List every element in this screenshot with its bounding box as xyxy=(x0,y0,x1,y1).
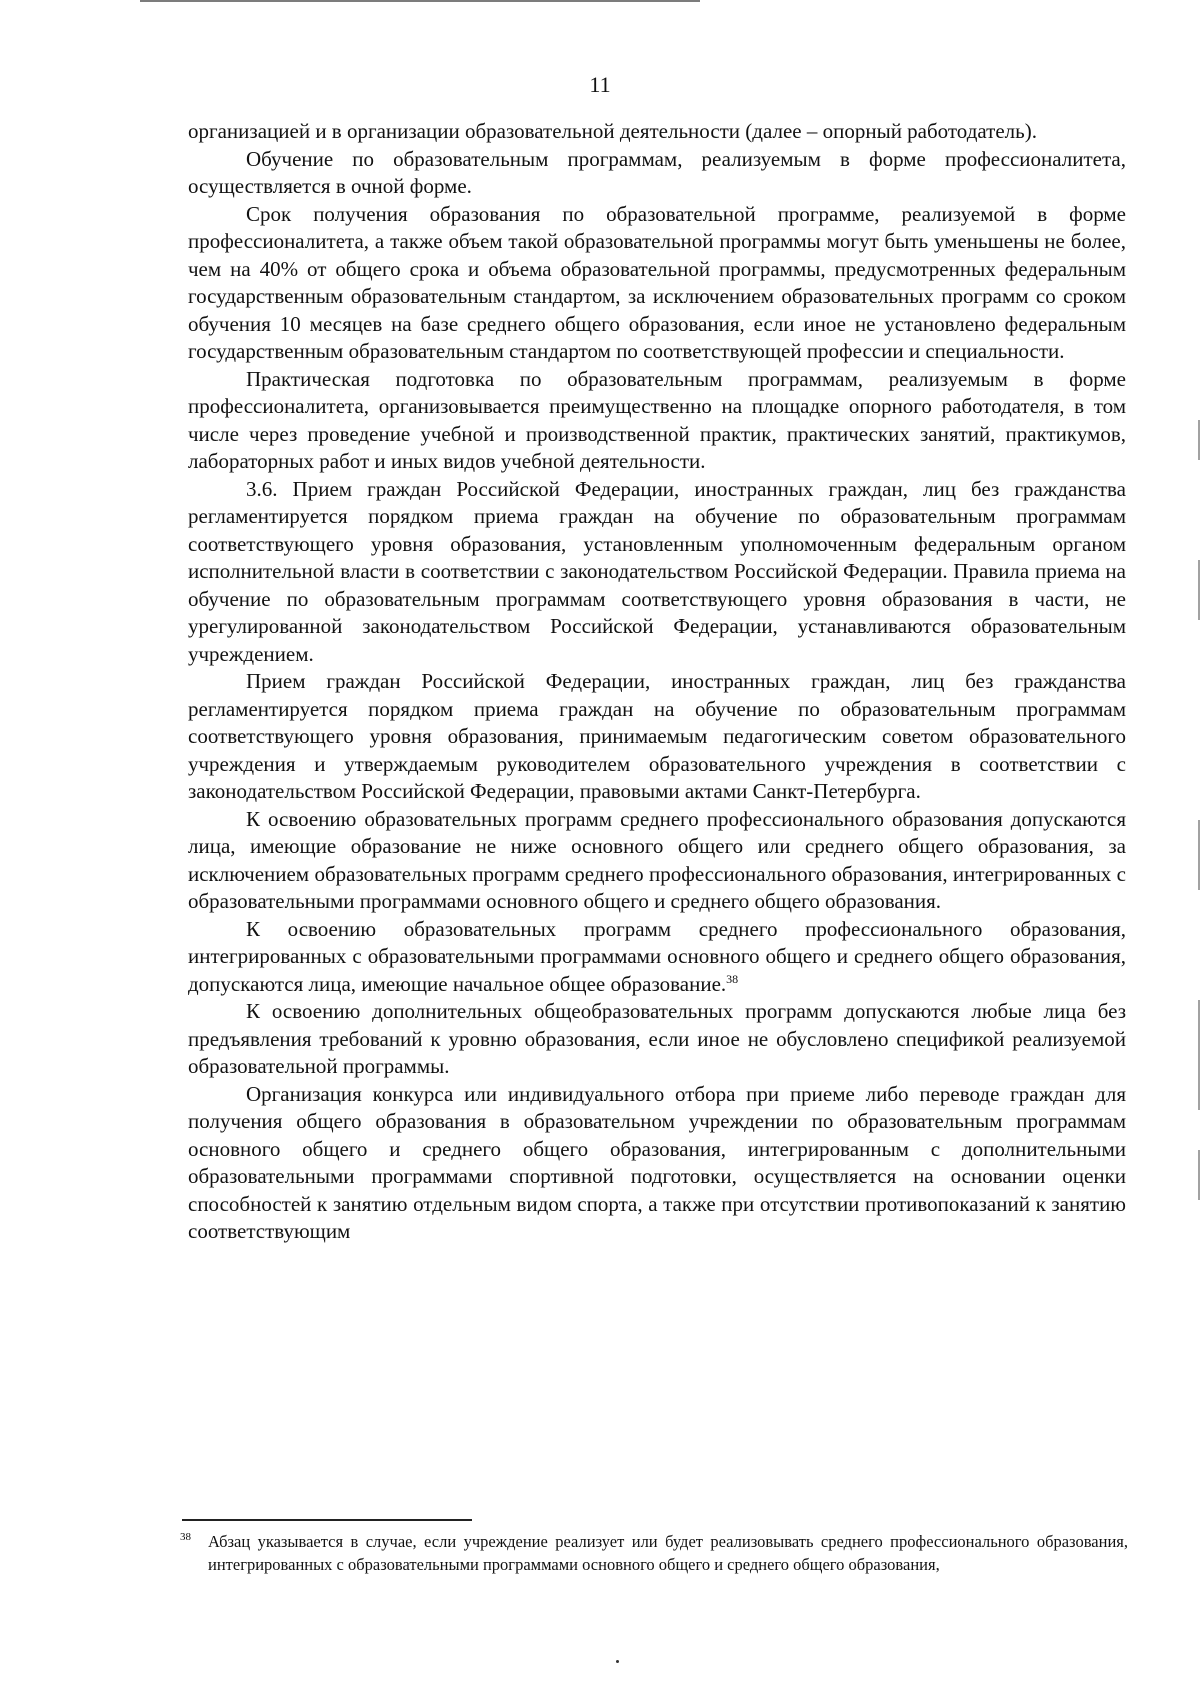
paragraph-text: К освоению образовательных программ среднего профессионального образования, интегрированных с образовательными программами основного общего и среднего общего образования, допускаются лица, имеющие начальное общее образование. xyxy=(188,916,1126,996)
body-text xyxy=(188,118,1126,1246)
footnote-reference[interactable]: 38 xyxy=(726,971,739,986)
paragraph: Организация конкурса или индивидуального отбора при приеме либо переводе граждан для получения общего образования в образовательном учреждении по образовательным программам основного общего и среднего общего образования, интегрированным с дополнительными образовательными программами спортивной подготовки, осуществляется на основании оценки способностей к занятию отдельным видом спорта, а также при отсутствии противопоказаний к занятию соответствующим xyxy=(188,1081,1126,1243)
paragraph: 3.6. Прием граждан Российской Федерации, иностранных граждан, лиц без гражданства регламентируется порядком приема граждан на обучение по образовательным программам соответствующего уровня образования, установленным уполномоченным федеральным органом исполнительной власти в соответствии с законодательством Российской Федерации. Правила приема на обучение по образовательным программам соответствующего уровня образования в части, не урегулированной законодательством Российской Федерации, устанавливаются образовательным учреждением. xyxy=(188,476,1126,666)
paragraph: К освоению дополнительных общеобразовательных программ допускаются любые лица без предъявления требований к уровню образования, если иное не обусловлено спецификой реализуемой образовательной программы. xyxy=(188,999,1126,1078)
footnote-number: 38 xyxy=(180,1531,191,1543)
paragraph: Прием граждан Российской Федерации, иностранных граждан, лиц без гражданства регламентируется порядком приема граждан на обучение по образовательным программам соответствующего уровня образования, принимаемым педагогическим советом образовательного учреждения и утверждаемым руководителем образовательного учреждения в соответствии с законодательством Российской Федерации, правовыми актами Санкт-Петербурга. xyxy=(188,669,1126,803)
paragraph xyxy=(188,916,1126,999)
paragraph: К освоению образовательных программ среднего профессионального образования допускаются лица, имеющие образование не ниже основного общего или среднего общего образования, за исключением образовательных программ среднего профессионального образования, интегрированных с образовательными программами основного общего и среднего общего образования. xyxy=(188,806,1126,913)
paragraph: организацией и в организации образовательной деятельности (далее – опорный работодатель). xyxy=(188,119,1037,143)
footnote xyxy=(180,1530,1128,1576)
paragraph: Срок получения образования по образовательной программе, реализуемой в форме профессионалитета, а также объем такой образовательной программы могут быть уменьшены не более, чем на 40% от общего срока и объема образовательной программы, предусмотренных федеральным государственным образовательным стандартом, за исключением образовательных программ со сроком обучения 10 месяцев на базе среднего общего образования, если иное не установлено федеральным государственным образовательным стандартом по соответствующей профессии и специальности. xyxy=(188,201,1126,363)
paragraph: Обучение по образовательным программам, реализуемым в форме профессионалитета, осуществляется в очной форме. xyxy=(188,146,1126,198)
paragraph: Практическая подготовка по образовательным программам, реализуемым в форме профессионалитета, организовывается преимущественно на площадке опорного работодателя, в том числе через проведение учебной и производственной практик, практических занятий, практикумов, лабораторных работ и иных видов учебной деятельности. xyxy=(188,366,1126,473)
scan-speck xyxy=(616,1660,619,1663)
footnote-separator xyxy=(182,1519,472,1521)
footnote-text: Абзац указывается в случае, если учреждение реализует или будет реализовывать среднего профессионального образования, интегрированных с образовательными программами основного общего и среднего общего образования, xyxy=(208,1532,1128,1574)
scan-artifact-top xyxy=(140,0,700,2)
page-number: 11 xyxy=(589,72,611,97)
